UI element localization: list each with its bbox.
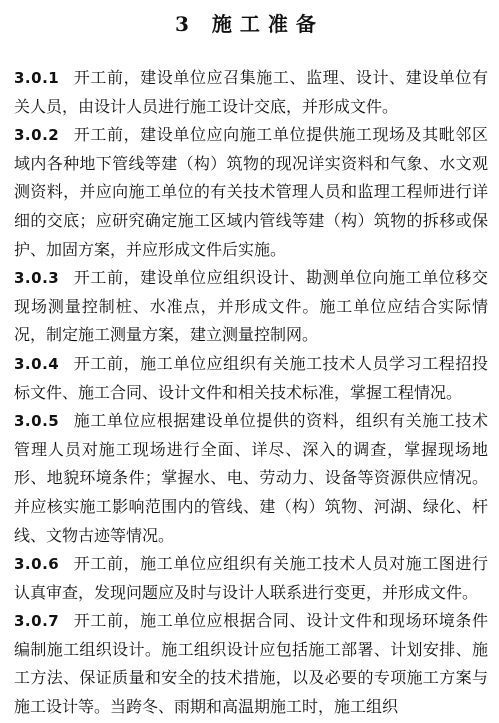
clause-number: 3.0.7	[14, 612, 60, 631]
clause-number: 3.0.3	[14, 269, 60, 288]
clause-number: 3.0.5	[14, 412, 60, 431]
clause-number: 3.0.1	[14, 69, 60, 87]
clause-number: 3.0.2	[14, 126, 60, 145]
clause-list	[14, 64, 488, 722]
clause-3-0-3	[14, 264, 488, 350]
clause-3-0-2	[14, 121, 488, 264]
clause-number: 3.0.4	[14, 354, 60, 373]
clause-3-0-1	[14, 64, 488, 121]
clause-text: 开工前，建设单位应组织设计、勘测单位向施工单位移交现场测量控制桩、水准点，并形成文件。施工单位应结合实际情况，制定施工测量方案，建立测量控制网。	[14, 268, 488, 345]
chapter-title: 3 施工准备	[175, 12, 324, 36]
clause-text: 开工前，施工单位应组织有关施工技术人员对施工图进行认真审查，发现问题应及时与设计人联系进行变更，并形成文件。	[14, 554, 488, 602]
clause-text: 开工前，建设单位应召集施工、监理、设计、建设单位有关人员，由设计人员进行施工设计交底，并形成文件。	[14, 68, 488, 116]
clause-text: 开工前，建设单位应向施工单位提供施工现场及其毗邻区域内各种地下管线等建（构）筑物的现况详实资料和气象、水文观测资料，并应向施工单位的有关技术管理人员和监理工程师进行详细的交底；应研究确定施工区域内管线等建（构）筑物的拆移或保护、加固方案，并应形成文件后实施。	[14, 125, 488, 259]
clause-text: 开工前，施工单位应根据合同、设计文件和现场环境条件编制施工组织设计。施工组织设计应包括施工部署、计划安排、施工方法、保证质量和安全的技术措施，以及必要的专项施工方案与施工设计等。当跨冬、雨期和高温期施工时，施工组织	[14, 611, 488, 717]
clause-3-0-7	[14, 607, 488, 721]
clause-3-0-6	[14, 550, 488, 607]
clause-3-0-4	[14, 350, 488, 407]
clause-text: 施工单位应根据建设单位提供的资料，组织有关施工技术管理人员对施工现场进行全面、详尽、深入的调查，掌握现场地形、地貌环境条件；掌握水、电、劳动力、设备等资源供应情况。并应核实施工影响范围内的管线、建（构）筑物、河湖、绿化、杆线、文物古迹等情况。	[14, 411, 488, 545]
clause-3-0-5	[14, 407, 488, 550]
clause-text: 开工前，施工单位应组织有关施工技术人员学习工程招投标文件、施工合同、设计文件和相关技术标准，掌握工程情况。	[14, 353, 488, 402]
clause-number: 3.0.6	[14, 555, 60, 574]
